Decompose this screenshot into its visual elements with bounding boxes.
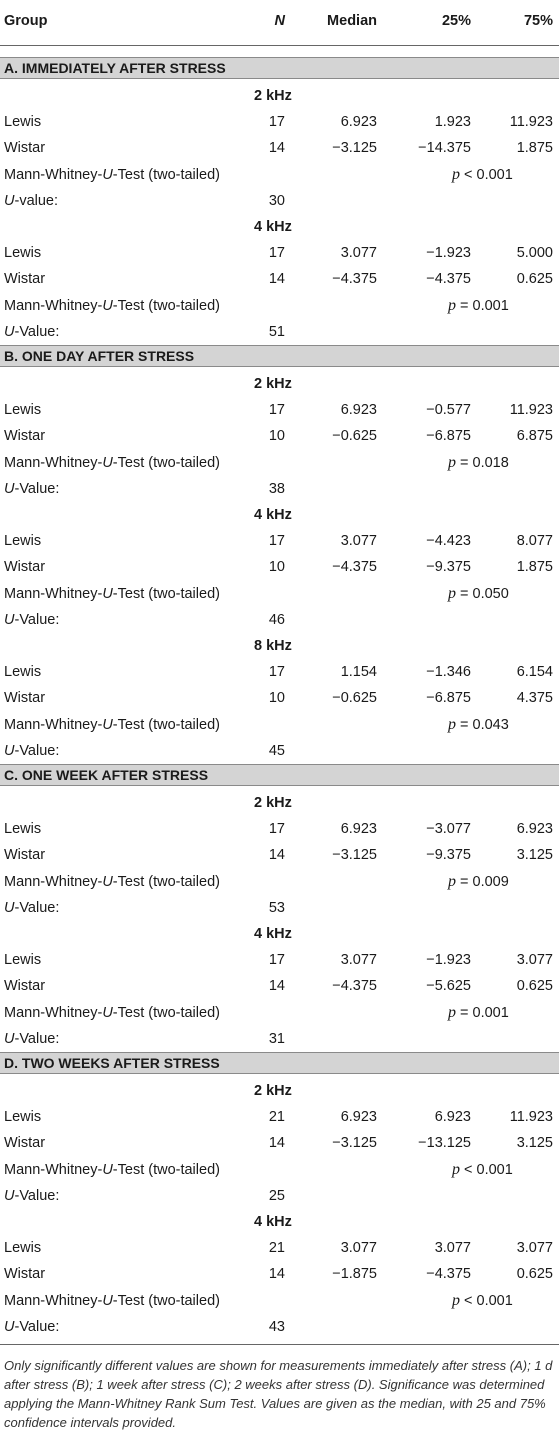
p-value: p < 0.001 <box>452 1160 513 1178</box>
test-label: Mann-Whitney-U-Test (two-tailed) <box>4 1292 220 1309</box>
median-cell: 6.923 <box>340 402 377 419</box>
frequency-label: 4 kHz <box>254 926 292 942</box>
p-value: p = 0.050 <box>448 584 509 602</box>
u-value: 53 <box>268 899 285 916</box>
p-value: p < 0.001 <box>452 165 513 183</box>
u-value: 38 <box>268 480 285 497</box>
median-cell: 3.077 <box>340 245 377 262</box>
median-cell: 6.923 <box>340 1109 377 1126</box>
header-75: 75% <box>523 13 553 29</box>
median-cell: 1.154 <box>340 664 377 681</box>
p75-cell: 1.875 <box>516 559 553 576</box>
p-value: p = 0.009 <box>448 872 509 890</box>
test-label: Mann-Whitney-U-Test (two-tailed) <box>4 1004 220 1021</box>
p75-cell: 0.625 <box>516 1266 553 1283</box>
n-cell: 14 <box>268 140 285 157</box>
table-header <box>0 8 559 34</box>
frequency-row <box>0 214 559 240</box>
group-cell: Lewis <box>4 402 42 419</box>
group-cell: Wistar <box>4 978 46 995</box>
p25-cell: −4.375 <box>426 1266 471 1283</box>
p75-cell: 11.923 <box>509 1109 553 1126</box>
test-label: Mann-Whitney-U-Test (two-tailed) <box>4 166 220 183</box>
p75-cell: 4.375 <box>516 690 553 707</box>
table-row <box>0 240 559 266</box>
p-value: p < 0.001 <box>452 1291 513 1309</box>
n-cell: 17 <box>268 114 285 131</box>
frequency-label: 4 kHz <box>254 507 292 523</box>
test-label: Mann-Whitney-U-Test (two-tailed) <box>4 873 220 890</box>
table-row <box>0 842 559 868</box>
p25-cell: 3.077 <box>434 1240 471 1257</box>
frequency-row <box>0 1209 559 1235</box>
u-value-label: U-Value: <box>4 611 60 628</box>
n-cell: 14 <box>268 271 285 288</box>
p25-cell: −14.375 <box>418 140 471 157</box>
median-cell: −1.875 <box>332 1266 377 1283</box>
table-row <box>0 1130 559 1156</box>
n-cell: 14 <box>268 978 285 995</box>
table-row <box>0 397 559 423</box>
median-cell: −3.125 <box>332 847 377 864</box>
section-title: C. ONE WEEK AFTER STRESS <box>4 767 209 783</box>
test-row <box>0 293 559 319</box>
median-cell: 6.923 <box>340 821 377 838</box>
table-row <box>0 1104 559 1130</box>
p-value: p = 0.001 <box>448 1003 509 1021</box>
n-cell: 10 <box>268 428 285 445</box>
section-title: B. ONE DAY AFTER STRESS <box>4 348 195 364</box>
p75-cell: 3.077 <box>516 1240 553 1257</box>
u-value: 45 <box>268 742 285 759</box>
group-cell: Wistar <box>4 271 46 288</box>
u-value-label: U-Value: <box>4 742 60 759</box>
u-value-label: U-Value: <box>4 323 60 340</box>
median-cell: 6.923 <box>340 114 377 131</box>
n-cell: 17 <box>268 245 285 262</box>
u-value-label: U-Value: <box>4 899 60 916</box>
test-row <box>0 1288 559 1314</box>
p25-cell: −6.875 <box>426 428 471 445</box>
table-row <box>0 973 559 999</box>
test-row <box>0 162 559 188</box>
median-cell: −4.375 <box>332 271 377 288</box>
p75-cell: 8.077 <box>516 533 553 550</box>
group-cell: Wistar <box>4 428 46 445</box>
median-cell: 3.077 <box>340 1240 377 1257</box>
median-cell: 3.077 <box>340 533 377 550</box>
header-group: Group <box>4 13 48 29</box>
test-label: Mann-Whitney-U-Test (two-tailed) <box>4 1161 220 1178</box>
test-label: Mann-Whitney-U-Test (two-tailed) <box>4 297 220 314</box>
median-cell: −3.125 <box>332 1135 377 1152</box>
frequency-label: 2 kHz <box>254 795 292 811</box>
frequency-row <box>0 1078 559 1104</box>
n-cell: 14 <box>268 1266 285 1283</box>
p25-cell: −13.125 <box>418 1135 471 1152</box>
median-cell: −4.375 <box>332 978 377 995</box>
group-cell: Wistar <box>4 559 46 576</box>
table-row <box>0 135 559 161</box>
n-cell: 21 <box>268 1240 285 1257</box>
u-value-row <box>0 1314 559 1340</box>
p75-cell: 5.000 <box>516 245 553 262</box>
group-cell: Wistar <box>4 140 46 157</box>
table-row <box>0 528 559 554</box>
frequency-row <box>0 83 559 109</box>
table-row <box>0 266 559 292</box>
p25-cell: −1.346 <box>426 664 471 681</box>
p25-cell: −1.923 <box>426 245 471 262</box>
n-cell: 17 <box>268 402 285 419</box>
median-cell: 3.077 <box>340 952 377 969</box>
u-value-row <box>0 1183 559 1209</box>
p25-cell: −1.923 <box>426 952 471 969</box>
p75-cell: 6.154 <box>516 664 553 681</box>
table-footnote: Only significantly different values are shown for measurements immediately after stress (A); 1 d after stress (B); 1 week after stress (C); 2 weeks after stress (D). Significance was determined applying the Mann-Whitney Rank Sum Test. Values are given as the median, with 25 and 75% confidence intervals provided. <box>4 1358 553 1430</box>
table-row <box>0 659 559 685</box>
frequency-label: 4 kHz <box>254 1214 292 1230</box>
n-cell: 10 <box>268 690 285 707</box>
p75-cell: 6.875 <box>516 428 553 445</box>
p-value: p = 0.018 <box>448 453 509 471</box>
p25-cell: −6.875 <box>426 690 471 707</box>
p-value: p = 0.001 <box>448 296 509 314</box>
frequency-label: 2 kHz <box>254 1083 292 1099</box>
u-value-row <box>0 476 559 502</box>
header-divider <box>0 45 559 46</box>
section-header <box>0 57 559 79</box>
p-value: p = 0.043 <box>448 715 509 733</box>
u-value-label: U-Value: <box>4 480 60 497</box>
table-row <box>0 423 559 449</box>
table-row <box>0 947 559 973</box>
u-value-row <box>0 738 559 764</box>
p75-cell: 3.077 <box>516 952 553 969</box>
test-label: Mann-Whitney-U-Test (two-tailed) <box>4 454 220 471</box>
p75-cell: 0.625 <box>516 271 553 288</box>
test-row <box>0 869 559 895</box>
section-header <box>0 345 559 367</box>
section-header <box>0 764 559 786</box>
table-row <box>0 816 559 842</box>
p75-cell: 11.923 <box>509 114 553 131</box>
n-cell: 14 <box>268 847 285 864</box>
group-cell: Lewis <box>4 821 42 838</box>
group-cell: Lewis <box>4 533 42 550</box>
u-value-row <box>0 607 559 633</box>
group-cell: Lewis <box>4 664 42 681</box>
test-label: Mann-Whitney-U-Test (two-tailed) <box>4 716 220 733</box>
test-row <box>0 1157 559 1183</box>
header-25: 25% <box>441 13 471 29</box>
u-value-label: U-Value: <box>4 1030 60 1047</box>
group-cell: Wistar <box>4 847 46 864</box>
n-cell: 17 <box>268 952 285 969</box>
header-median: Median <box>327 13 377 29</box>
p25-cell: −9.375 <box>426 559 471 576</box>
group-cell: Lewis <box>4 114 42 131</box>
group-cell: Lewis <box>4 245 42 262</box>
test-row <box>0 712 559 738</box>
u-value-label: U-value: <box>4 192 59 209</box>
u-value-row <box>0 895 559 921</box>
p75-cell: 3.125 <box>516 847 553 864</box>
u-value-row <box>0 1026 559 1052</box>
p75-cell: 3.125 <box>516 1135 553 1152</box>
u-value-label: U-Value: <box>4 1318 60 1335</box>
u-value: 46 <box>268 611 285 628</box>
test-row <box>0 581 559 607</box>
n-cell: 21 <box>268 1109 285 1126</box>
median-cell: −4.375 <box>332 559 377 576</box>
group-cell: Lewis <box>4 952 42 969</box>
u-value-row <box>0 188 559 214</box>
median-cell: −0.625 <box>332 690 377 707</box>
table-row <box>0 109 559 135</box>
table-row <box>0 1261 559 1287</box>
median-cell: −3.125 <box>332 140 377 157</box>
frequency-label: 2 kHz <box>254 88 292 104</box>
n-cell: 17 <box>268 821 285 838</box>
table-row <box>0 685 559 711</box>
n-cell: 10 <box>268 559 285 576</box>
group-cell: Wistar <box>4 1266 46 1283</box>
u-value: 31 <box>268 1030 285 1047</box>
p25-cell: 6.923 <box>434 1109 471 1126</box>
p25-cell: −4.375 <box>426 271 471 288</box>
n-cell: 17 <box>268 533 285 550</box>
u-value-row <box>0 319 559 345</box>
u-value: 51 <box>268 323 285 340</box>
frequency-row <box>0 921 559 947</box>
p25-cell: −5.625 <box>426 978 471 995</box>
section-title: A. IMMEDIATELY AFTER STRESS <box>4 60 226 76</box>
table-row <box>0 554 559 580</box>
u-value: 30 <box>268 192 285 209</box>
test-row <box>0 1000 559 1026</box>
table-row <box>0 1235 559 1261</box>
frequency-row <box>0 502 559 528</box>
section-title: D. TWO WEEKS AFTER STRESS <box>4 1055 220 1071</box>
frequency-label: 8 kHz <box>254 638 292 654</box>
p75-cell: 0.625 <box>516 978 553 995</box>
frequency-label: 4 kHz <box>254 219 292 235</box>
test-label: Mann-Whitney-U-Test (two-tailed) <box>4 585 220 602</box>
n-cell: 17 <box>268 664 285 681</box>
group-cell: Wistar <box>4 1135 46 1152</box>
u-value: 43 <box>268 1318 285 1335</box>
test-row <box>0 450 559 476</box>
p75-cell: 11.923 <box>509 402 553 419</box>
p25-cell: −4.423 <box>426 533 471 550</box>
group-cell: Wistar <box>4 690 46 707</box>
u-value: 25 <box>268 1187 285 1204</box>
p25-cell: −0.577 <box>426 402 471 419</box>
header-n: N <box>274 13 285 29</box>
frequency-row <box>0 790 559 816</box>
frequency-label: 2 kHz <box>254 376 292 392</box>
section-header <box>0 1052 559 1074</box>
frequency-row <box>0 633 559 659</box>
p25-cell: −9.375 <box>426 847 471 864</box>
p25-cell: −3.077 <box>426 821 471 838</box>
u-value-label: U-Value: <box>4 1187 60 1204</box>
table-bottom-rule <box>0 1344 559 1345</box>
median-cell: −0.625 <box>332 428 377 445</box>
n-cell: 14 <box>268 1135 285 1152</box>
group-cell: Lewis <box>4 1240 42 1257</box>
p25-cell: 1.923 <box>434 114 471 131</box>
frequency-row <box>0 371 559 397</box>
p75-cell: 1.875 <box>516 140 553 157</box>
p75-cell: 6.923 <box>516 821 553 838</box>
group-cell: Lewis <box>4 1109 42 1126</box>
